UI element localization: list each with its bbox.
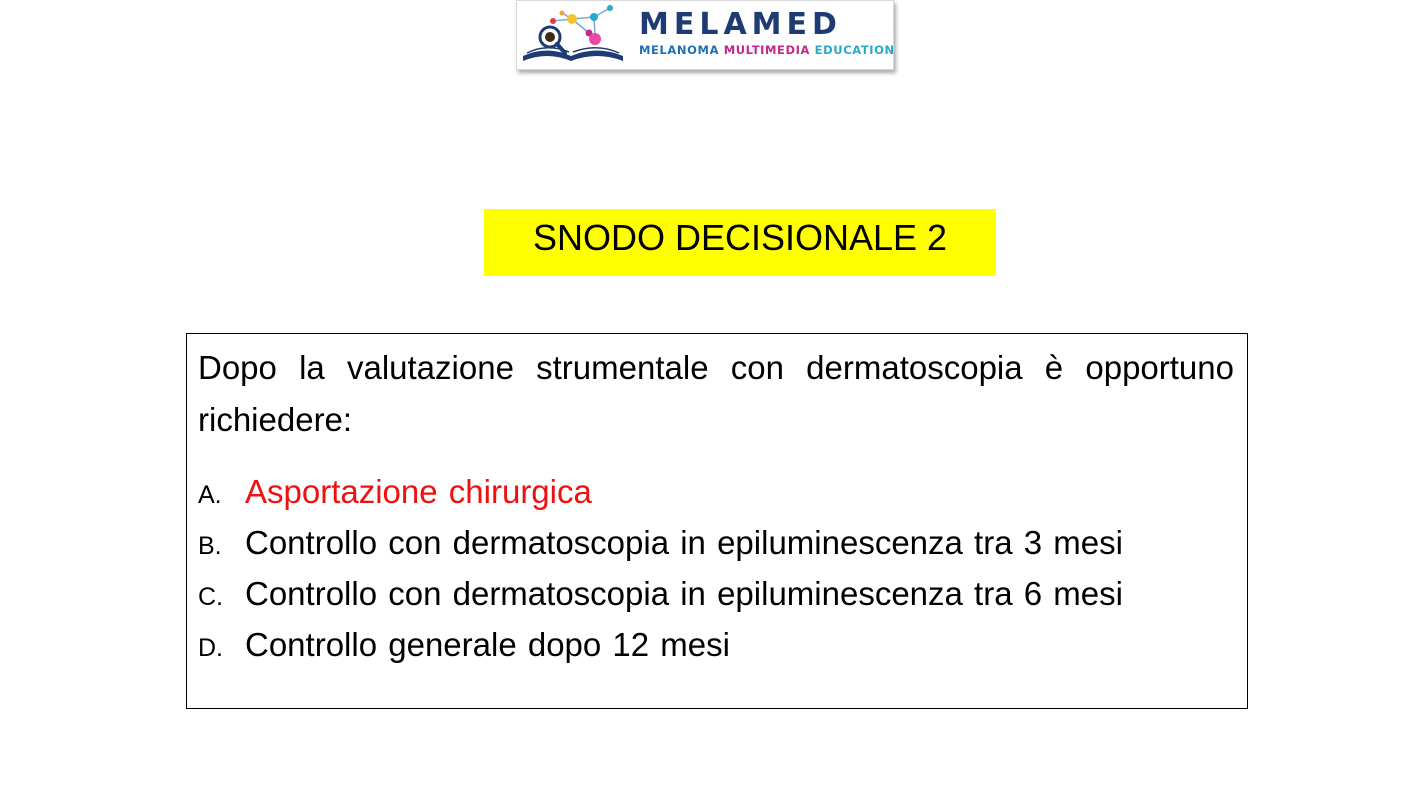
question-box [186, 333, 1248, 709]
option-letter: A. [198, 481, 222, 509]
book-magnifier-molecule-icon [517, 1, 637, 71]
logo-tagline [639, 43, 895, 57]
answer-option-b[interactable] [198, 517, 1234, 568]
option-text: Controllo con dermatoscopia in epiluminescenza tra 3 mesi [245, 524, 1123, 561]
option-letter: C. [198, 583, 223, 611]
option-text: Asportazione chirurgica [245, 473, 592, 510]
answer-option-d[interactable] [198, 619, 1234, 670]
question-text: Dopo la valutazione strumentale con dermatoscopia è opportuno richiedere: [198, 349, 1234, 438]
logo-tagline-education: EDUCATION [814, 43, 895, 57]
answer-option-a[interactable] [198, 466, 1234, 517]
option-text: Controllo con dermatoscopia in epiluminescenza tra 6 mesi [245, 575, 1123, 612]
answer-options [198, 466, 1234, 670]
option-letter: D. [198, 634, 223, 662]
melamed-logo [516, 0, 894, 70]
logo-tagline-multimedia: MULTIMEDIA [723, 43, 815, 57]
logo-wordmark: MELAMED [639, 7, 842, 42]
logo-tagline-melanoma: MELANOMA [639, 43, 724, 57]
decision-node-title-box [484, 209, 996, 276]
slide-title: SNODO DECISIONALE 2 [532, 217, 948, 258]
answer-option-c[interactable] [198, 568, 1234, 619]
option-text: Controllo generale dopo 12 mesi [245, 626, 730, 663]
option-letter: B. [198, 532, 222, 560]
